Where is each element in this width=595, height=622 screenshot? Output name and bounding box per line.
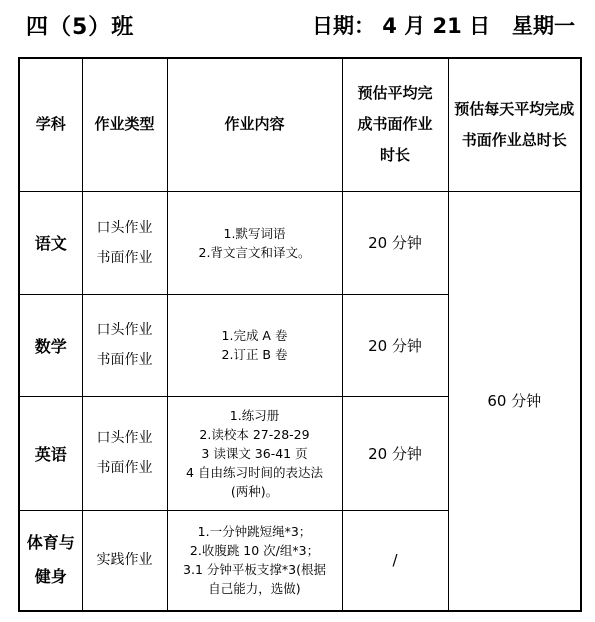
type-label: 口头作业 — [96, 430, 153, 446]
content-cell — [167, 191, 342, 294]
col-header-total-time — [448, 58, 581, 191]
subject-cell — [19, 396, 82, 510]
type-cell — [82, 396, 167, 510]
content-line: 2.读校本 27-28-29 — [199, 426, 310, 442]
homework-table — [18, 57, 582, 612]
content-line: 2.收腹跳 10 次/组*3； — [189, 543, 320, 559]
col-header-content: 作业内容 — [167, 58, 342, 191]
content-line: 2.订正 B 卷 — [221, 347, 288, 362]
content-line: 1.练习册 — [229, 407, 280, 423]
subject-cell — [19, 510, 82, 611]
type-cell — [82, 191, 167, 294]
content-line: 1.一分钟跳短绳*3； — [197, 524, 312, 540]
type-label: 书面作业 — [96, 460, 153, 476]
total-time-cell: 60 分钟 — [448, 191, 581, 611]
table-row — [19, 191, 581, 294]
col-header-time-line: 预估平均完 — [357, 84, 433, 103]
col-header-time-line: 时长 — [379, 146, 410, 165]
subject-label: 语文 — [34, 234, 67, 253]
header-row — [19, 58, 581, 191]
content-line: 1.完成 A 卷 — [221, 328, 288, 343]
type-cell — [82, 294, 167, 396]
col-header-total-line: 书面作业总时长 — [461, 130, 567, 149]
content-line: 3 读课文 36-41 页 — [201, 445, 308, 461]
date-label: 日期： 4 月 21 日 星期一 — [312, 14, 576, 38]
type-label: 书面作业 — [96, 249, 153, 266]
col-header-time — [342, 58, 448, 191]
subject-label: 数学 — [34, 336, 67, 356]
col-header-type: 作业类型 — [82, 58, 167, 191]
subject-label: 英语 — [34, 444, 67, 464]
type-label: 书面作业 — [96, 352, 153, 368]
content-line: 4 自由练习时间的表达法 — [186, 464, 323, 480]
subject-cell — [19, 191, 82, 294]
type-cell — [82, 510, 167, 611]
col-header-total-line: 预估每天平均完成 — [454, 99, 575, 118]
time-cell: 20 分钟 — [342, 191, 448, 294]
type-label: 口头作业 — [96, 322, 153, 338]
content-line: 3.1 分钟平板支撑*3(根据 — [183, 562, 326, 578]
subject-cell — [19, 294, 82, 396]
type-label: 实践作业 — [96, 552, 153, 569]
time-cell: 20 分钟 — [342, 294, 448, 396]
page-header — [0, 6, 595, 46]
content-line: (两种)。 — [230, 483, 279, 499]
subject-label: 体育与 — [26, 533, 75, 553]
content-line: 2.背文言文和译文。 — [198, 244, 311, 260]
col-header-subject: 学科 — [19, 58, 82, 191]
content-line: 1.默写词语 — [223, 225, 286, 241]
class-title: 四（5）班 — [26, 15, 135, 40]
col-header-time-line: 成书面作业 — [357, 115, 433, 134]
subject-label: 健身 — [34, 567, 67, 587]
time-cell: 20 分钟 — [342, 396, 448, 510]
type-label: 口头作业 — [96, 219, 153, 236]
content-line: 自己能力，选做) — [208, 581, 301, 597]
content-cell — [167, 294, 342, 396]
content-cell — [167, 396, 342, 510]
time-cell: / — [342, 510, 448, 611]
content-cell — [167, 510, 342, 611]
